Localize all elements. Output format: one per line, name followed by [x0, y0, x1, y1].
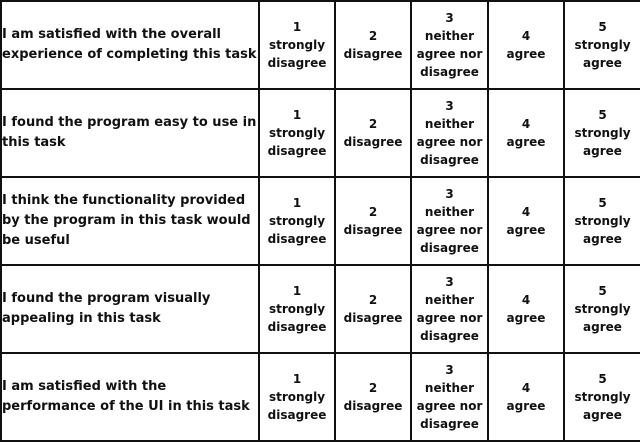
rating-label-line: agree [506, 223, 546, 237]
rating-label-line: strongly [268, 390, 326, 404]
rating-option-3[interactable] [411, 265, 488, 353]
rating-label-line: disagree [343, 399, 403, 413]
rating-option-4[interactable] [488, 177, 564, 265]
rating-option-3[interactable] [411, 1, 488, 89]
rating-option-5[interactable] [564, 1, 640, 89]
rating-label-line: agree nor [416, 399, 483, 413]
rating-label-line: strongly [574, 390, 631, 404]
rating-option-1[interactable] [259, 1, 335, 89]
rating-option-5[interactable] [564, 353, 640, 441]
rating-number: 4 [521, 293, 531, 307]
rating-label-line: agree [583, 232, 622, 246]
rating-label-line: strongly [268, 38, 326, 52]
rating-label-line: strongly [268, 126, 326, 140]
survey-body [1, 1, 640, 441]
rating-label-line: agree [583, 144, 622, 158]
rating-label-line: disagree [267, 56, 327, 70]
rating-number: 5 [598, 372, 607, 386]
rating-option-4[interactable] [488, 265, 564, 353]
rating-label-line: agree [506, 135, 546, 149]
rating-label-line: strongly [574, 38, 631, 52]
rating-label-line: agree [583, 56, 622, 70]
rating-option-1[interactable] [259, 265, 335, 353]
rating-number: 3 [445, 187, 454, 201]
rating-option-2[interactable] [335, 177, 411, 265]
rating-label-line: agree [583, 408, 622, 422]
rating-option-4[interactable] [488, 1, 564, 89]
rating-label-line: disagree [420, 417, 479, 431]
rating-label-line: strongly [574, 214, 631, 228]
rating-number: 1 [292, 108, 302, 122]
rating-number: 1 [292, 372, 302, 386]
rating-number: 3 [445, 11, 454, 25]
rating-option-5[interactable] [564, 265, 640, 353]
rating-option-4[interactable] [488, 353, 564, 441]
rating-number: 1 [292, 20, 302, 34]
question-row [1, 89, 640, 177]
rating-number: 3 [445, 275, 454, 289]
rating-number: 3 [445, 99, 454, 113]
question-row [1, 1, 640, 89]
question-row [1, 265, 640, 353]
rating-option-2[interactable] [335, 1, 411, 89]
question-text: I think the functionality provided by the program in this task would be useful [1, 177, 259, 265]
rating-label-line: agree [506, 311, 546, 325]
rating-label-line: agree [506, 399, 546, 413]
rating-label-line: neither [424, 381, 475, 395]
rating-number: 5 [598, 108, 607, 122]
question-text: I am satisfied with the overall experience of completing this task [1, 1, 259, 89]
rating-label-line: disagree [343, 135, 403, 149]
rating-label-line: neither [424, 293, 475, 307]
rating-number: 2 [368, 29, 378, 43]
rating-label-line: neither [424, 117, 475, 131]
rating-option-1[interactable] [259, 89, 335, 177]
rating-number: 5 [598, 284, 607, 298]
rating-option-3[interactable] [411, 177, 488, 265]
rating-option-2[interactable] [335, 265, 411, 353]
rating-number: 1 [292, 196, 302, 210]
rating-number: 4 [521, 205, 531, 219]
rating-number: 5 [598, 20, 607, 34]
rating-label-line: strongly [574, 126, 631, 140]
rating-label-line: agree nor [416, 223, 483, 237]
rating-option-1[interactable] [259, 353, 335, 441]
rating-label-line: disagree [420, 153, 479, 167]
question-text: I found the program easy to use in this task [1, 89, 259, 177]
rating-number: 2 [368, 117, 378, 131]
rating-label-line: neither [424, 205, 475, 219]
rating-label-line: disagree [343, 47, 403, 61]
rating-label-line: disagree [343, 223, 403, 237]
rating-option-5[interactable] [564, 89, 640, 177]
rating-number: 4 [521, 29, 531, 43]
question-row [1, 177, 640, 265]
rating-number: 4 [521, 117, 531, 131]
rating-label-line: disagree [343, 311, 403, 325]
rating-label-line: neither [424, 29, 475, 43]
rating-label-line: disagree [267, 320, 327, 334]
rating-label-line: agree [583, 320, 622, 334]
question-row [1, 353, 640, 441]
rating-label-line: disagree [267, 144, 327, 158]
rating-label-line: disagree [420, 65, 479, 79]
rating-option-2[interactable] [335, 89, 411, 177]
rating-option-4[interactable] [488, 89, 564, 177]
rating-label-line: disagree [420, 241, 479, 255]
rating-label-line: strongly [268, 302, 326, 316]
rating-label-line: agree nor [416, 47, 483, 61]
rating-label-line: disagree [267, 232, 327, 246]
rating-number: 2 [368, 205, 378, 219]
rating-label-line: disagree [420, 329, 479, 343]
rating-number: 4 [521, 381, 531, 395]
rating-number: 1 [292, 284, 302, 298]
rating-option-3[interactable] [411, 353, 488, 441]
rating-number: 2 [368, 293, 378, 307]
question-text: I found the program visually appealing in this task [1, 265, 259, 353]
rating-option-1[interactable] [259, 177, 335, 265]
rating-label-line: agree [506, 47, 546, 61]
rating-number: 5 [598, 196, 607, 210]
rating-option-2[interactable] [335, 353, 411, 441]
rating-label-line: disagree [267, 408, 327, 422]
rating-label-line: agree nor [416, 135, 483, 149]
question-text: I am satisfied with the performance of the UI in this task [1, 353, 259, 441]
rating-label-line: strongly [268, 214, 326, 228]
rating-label-line: agree nor [416, 311, 483, 325]
rating-label-line: strongly [574, 302, 631, 316]
rating-option-5[interactable] [564, 177, 640, 265]
rating-number: 3 [445, 363, 454, 377]
rating-number: 2 [368, 381, 378, 395]
rating-option-3[interactable] [411, 89, 488, 177]
